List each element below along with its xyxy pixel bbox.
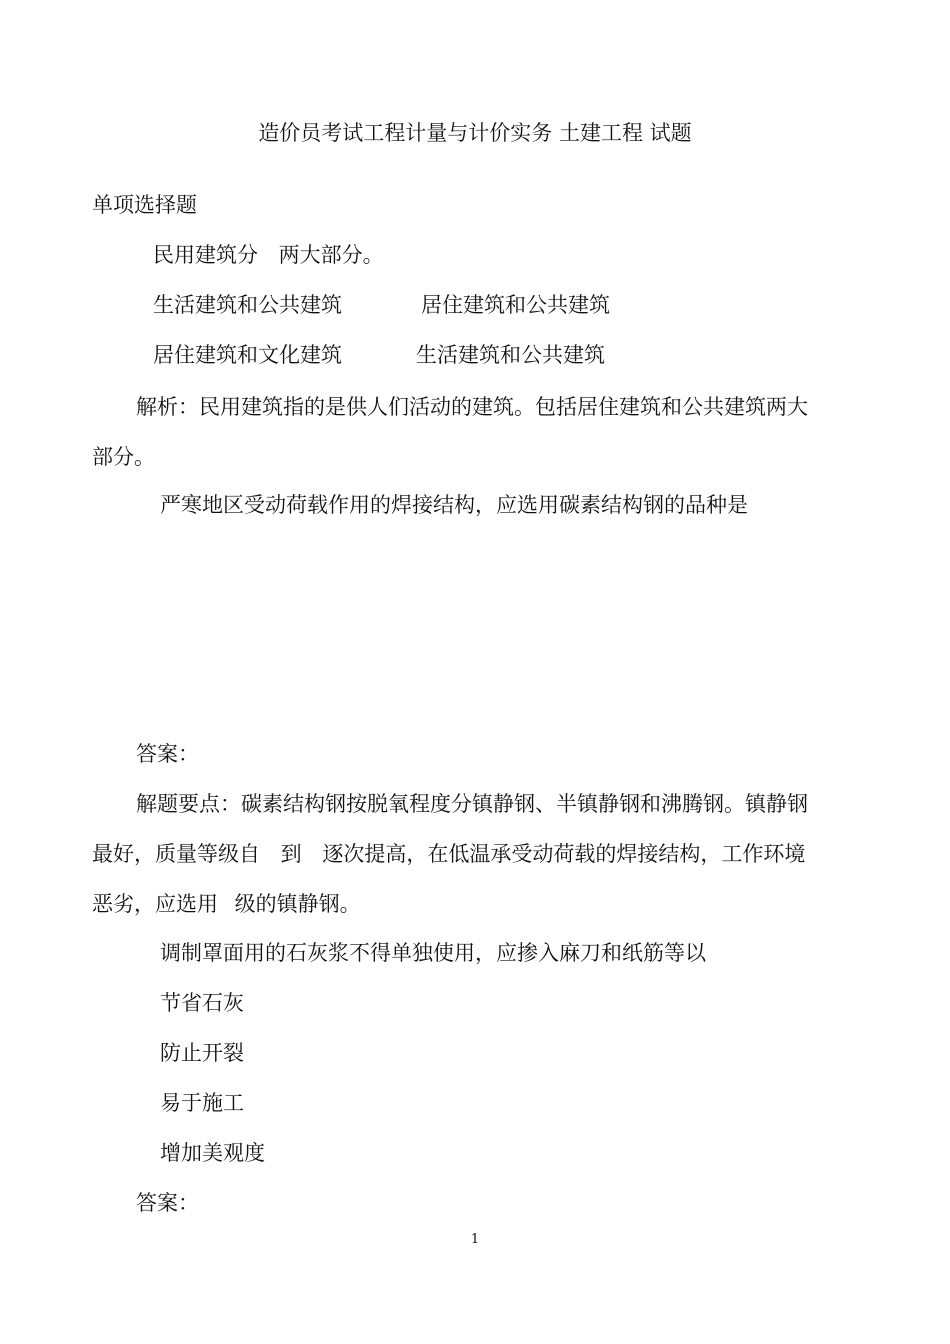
question-3-stem: 调制罩面用的石灰浆不得单独使用，应掺入麻刀和纸筋等以 — [160, 941, 706, 965]
question-2-answer: 答案： — [136, 742, 199, 766]
page-number: 1 — [470, 1232, 480, 1247]
question-1-analysis-continued: 部分。 — [92, 445, 155, 469]
question-3-option: 易于施工 — [160, 1091, 244, 1115]
document-title: 造价员考试工程计量与计价实务 土建工程 试题 — [258, 121, 692, 145]
question-2-key-point: 解题要点：碳素结构钢按脱氧程度分镇静钢、半镇静钢和沸腾钢。镇静钢 — [136, 792, 808, 816]
question-3-option: 增加美观度 — [160, 1141, 265, 1165]
question-3-option: 防止开裂 — [160, 1041, 244, 1065]
question-3-option: 节省石灰 — [160, 991, 244, 1015]
section-heading: 单项选择题 — [92, 193, 197, 217]
question-1-option: 居住建筑和文化建筑 — [153, 343, 342, 367]
question-2-key-point-continued: 最好，质量等级自 到 逐次提高，在低温承受动荷载的焊接结构，工作环境 — [92, 842, 806, 866]
question-1-stem: 民用建筑分 两大部分。 — [153, 243, 384, 267]
question-3-answer: 答案： — [136, 1191, 199, 1215]
question-1-analysis: 解析：民用建筑指的是供人们活动的建筑。包括居住建筑和公共建筑两大 — [136, 395, 808, 419]
question-2-stem: 严寒地区受动荷载作用的焊接结构，应选用碳素结构钢的品种是 — [160, 493, 748, 517]
question-1-option: 生活建筑和公共建筑 — [153, 293, 342, 317]
question-1-option: 居住建筑和公共建筑 — [421, 293, 610, 317]
question-2-key-point-continued: 恶劣，应选用 级的镇静钢。 — [92, 892, 361, 916]
question-1-option: 生活建筑和公共建筑 — [416, 343, 605, 367]
